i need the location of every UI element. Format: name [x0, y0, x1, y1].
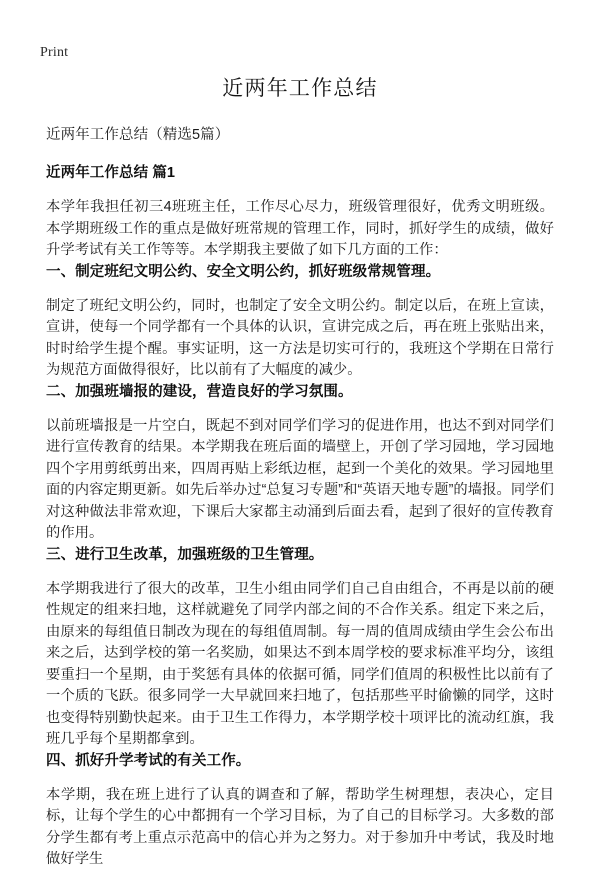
section-heading: 三、进行卫生改革，加强班级的卫生管理。	[46, 546, 324, 563]
section-heading: 四、抓好升学考试的有关工作。	[46, 752, 251, 769]
print-button[interactable]: Print	[40, 45, 69, 60]
section-heading: 二、加强班墙报的建设，营造良好的学习氛围。	[46, 383, 353, 400]
page-title: 近两年工作总结	[222, 77, 378, 100]
document-section	[46, 382, 554, 545]
document-section	[46, 545, 554, 751]
section-heading: 一、制定班纪文明公约、安全文明公约，抓好班级常规管理。	[46, 263, 441, 280]
section-heading: 近两年工作总结 篇1	[46, 165, 176, 181]
section-paragraph: 本学年我担任初三4班班主任，工作尽心尽力，班级管理很好，优秀文明班级。本学期班级工作的重点是做好班常规的管理工作，同时，抓好学生的成绩，做好升学考试有关工作等等。本学期我主要做了如下几方面的工作：	[46, 199, 554, 258]
document-section	[46, 751, 554, 871]
section-paragraph: 本学期我进行了很大的改革，卫生小组由同学们自己自由组合，不再是以前的硬性规定的组来扫地，这样就避免了同学内部之间的不合作关系。组定下来之后，由原来的每组值日制改为现在的每组值周制。每一周的值周成绩由学生会公布出来之后，达到学校的第一名奖励，如果达不到本周学校的要求标准平均分，该组要重扫一个星期，由于奖惩有具体的依据可循，同学们值周的积极性比以前有了一个质的飞跃。很多同学一大早就回来扫地了，包括那些平时偷懒的同学，这时也变得特别勤快起来。由于卫生工作得力，本学期学校十项评比的流动红旗，我班几乎每个星期都拿到。	[46, 580, 554, 747]
section-paragraph: 以前班墙报是一片空白，既起不到对同学们学习的促进作用，也达不到对同学们进行宣传教育的结果。本学期我在班后面的墙壁上，开创了学习园地，学习园地四个字用剪纸剪出来，四周再贴上彩纸边框，起到一个美化的效果。学习园地里面的内容定期更新。如先后举办过“总复习专题”和“英语天地专题”的墙报。同学们对这种做法非常欢迎，下课后大家都主动涌到后面去看，起到了很好的宣传教育的作用。	[46, 417, 554, 541]
document-section	[46, 163, 554, 262]
section-paragraph: 本学期，我在班上进行了认真的调查和了解，帮助学生树理想，表决心，定目标，让每个学生的心中都拥有一个学习目标，为了自己的目标学习。大多数的部分学生都有考上重点示范高中的信心并为之努力。对于参加升中考试，我及时地做好学生	[46, 786, 554, 867]
document-body	[46, 74, 554, 871]
section-paragraph: 制定了班纪文明公约，同时，也制定了安全文明公约。制定以后，在班上宣读，宣讲，使每一个同学都有一个具体的认识，宣讲完成之后，再在班上张贴出来，时时给学生提个醒。事实证明，这一方法是切实可行的，我班这个学期在日常行为规范方面做得很好，比以前有了大幅度的减少。	[46, 297, 554, 378]
document-subtitle: 近两年工作总结（精选5篇）	[46, 127, 230, 143]
document-section	[46, 262, 554, 382]
